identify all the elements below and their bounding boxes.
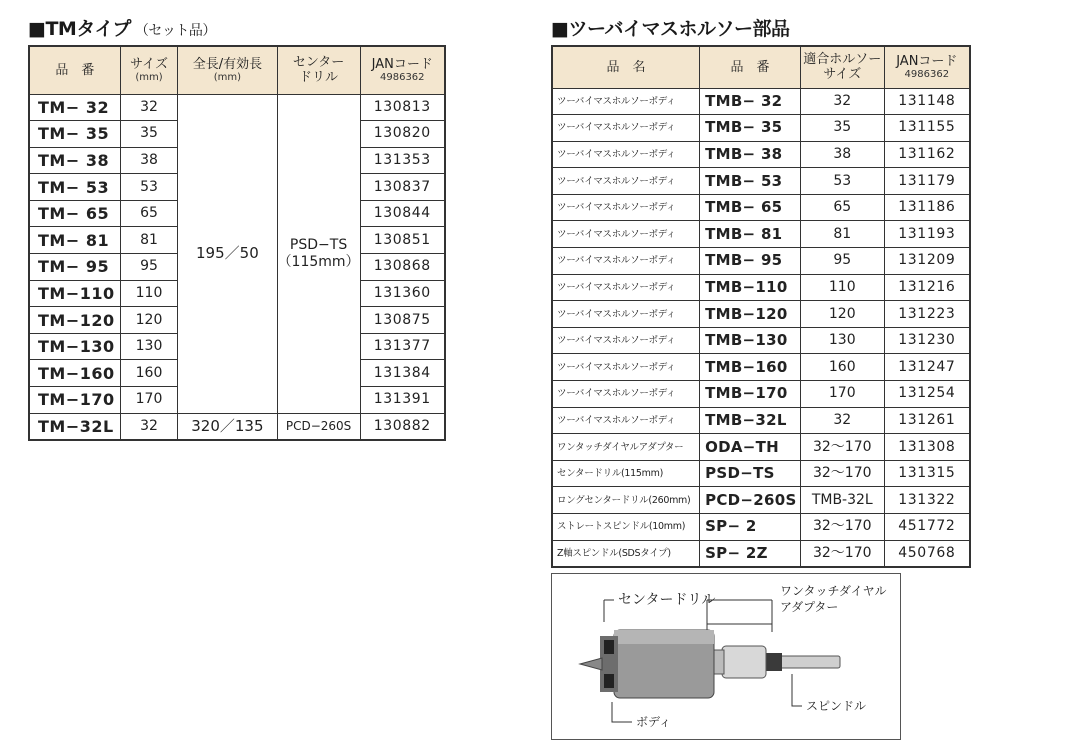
part-code: TMB− 32 [700,88,801,115]
part-code: TMB−160 [700,354,801,381]
label-adapter-line2: アダプター [780,600,839,614]
header-name: 品 名 [552,46,700,88]
fit-size-cell: 32〜170 [800,540,884,567]
parts-table [551,45,971,568]
header-part-no: 品 番 [29,46,120,94]
fit-size-cell: 35 [800,115,884,142]
part-name: ツーバイマスホルソーボディ [552,274,700,301]
part-name: ツーバイマスホルソーボディ [552,168,700,195]
table-row [552,407,970,434]
size-cell: 81 [120,227,177,254]
part-name: ツーバイマスホルソーボディ [552,141,700,168]
part-name: ワンタッチダイヤルアダプター [552,434,700,461]
header-size [120,46,177,94]
part-name: ツーバイマスホルソーボディ [552,354,700,381]
jan-cell: 131391 [360,387,445,414]
part-code: PSD−TS [700,460,801,487]
part-name: ツーバイマスホルソーボディ [552,327,700,354]
part-code: PCD−260S [700,487,801,514]
title-square-icon: ■ [28,18,46,40]
tm-spec-table [28,45,446,441]
jan-cell: 130837 [360,174,445,201]
tm-subtitle: （セット品） [134,23,216,39]
size-cell: 170 [120,387,177,414]
jan-cell: 131308 [884,434,970,461]
length-cell: 320／135 [178,413,277,440]
leader-line-body [612,702,632,722]
table-row [552,141,970,168]
fit-size-cell: 110 [800,274,884,301]
part-code: TM−120 [29,307,120,334]
table-row [29,413,445,440]
parts-title-text: ツーバイマスホルソー部品 [568,18,790,40]
table-row [552,327,970,354]
jan-cell: 450768 [884,540,970,567]
part-code: TMB−110 [700,274,801,301]
header-drill-line1: センター [292,55,345,71]
part-name: センタードリル(115mm) [552,460,700,487]
table-row [552,354,970,381]
part-name: ストレートスピンドル(10mm) [552,514,700,541]
jan-cell: 131162 [884,141,970,168]
part-code: TMB− 53 [700,168,801,195]
jan-cell: 130813 [360,94,445,121]
part-code: TM−160 [29,360,120,387]
table-row [552,301,970,328]
part-code: TM−110 [29,280,120,307]
jan-cell: 131254 [884,381,970,408]
fit-size-cell: 32〜170 [800,460,884,487]
size-cell: 65 [120,200,177,227]
table-row [552,460,970,487]
jan-cell: 131360 [360,280,445,307]
header-jan-prefix: 4986362 [380,72,425,84]
label-body: ボディ [636,715,672,729]
header-length-unit: (mm) [213,72,242,84]
part-name: ロングセンタードリル(260mm) [552,487,700,514]
header-jan-label: JANコード [371,57,433,73]
fit-size-cell: 32〜170 [800,514,884,541]
length-merged-cell: 195／50 [178,94,277,413]
jan-cell: 131179 [884,168,970,195]
spindle-collar [764,653,782,671]
table-header-row [552,46,970,88]
fit-size-cell: 81 [800,221,884,248]
part-code: TMB− 35 [700,115,801,142]
header-fit-size [800,46,884,88]
jan-cell: 131155 [884,115,970,142]
header-length [178,46,277,94]
fit-size-cell: 32〜170 [800,434,884,461]
table-row [552,115,970,142]
drill-cell: PCD−260S [277,413,360,440]
size-cell: 35 [120,121,177,148]
fit-size-cell: 130 [800,327,884,354]
jan-cell: 131223 [884,301,970,328]
part-name: ツーバイマスホルソーボディ [552,381,700,408]
jan-cell: 131230 [884,327,970,354]
jan-cell: 131353 [360,147,445,174]
part-code: SP− 2 [700,514,801,541]
part-code: TM− 81 [29,227,120,254]
header-drill-line2: ドリル [299,70,339,86]
hole-saw-illustration [552,574,902,741]
jan-cell: 130868 [360,254,445,281]
jan-cell: 130844 [360,200,445,227]
title-square-icon: ■ [551,18,569,40]
fit-size-cell: 170 [800,381,884,408]
part-code: TM−170 [29,387,120,414]
fit-size-cell: 53 [800,168,884,195]
jan-cell: 131209 [884,248,970,275]
fit-size-cell: 95 [800,248,884,275]
jan-cell: 131322 [884,487,970,514]
part-code: TM− 53 [29,174,120,201]
size-cell: 110 [120,280,177,307]
jan-cell: 130875 [360,307,445,334]
part-name: ツーバイマスホルソーボディ [552,407,700,434]
header-center-drill [277,46,360,94]
part-code: TMB− 81 [700,221,801,248]
fit-size-cell: 160 [800,354,884,381]
part-name: ツーバイマスホルソーボディ [552,88,700,115]
header-fit-size-line2: サイズ [823,67,862,83]
jan-cell: 130851 [360,227,445,254]
jan-cell: 131193 [884,221,970,248]
drill-merged-line1: PSD−TS [289,236,348,253]
hole-saw-diagram [551,573,901,740]
jan-cell: 131247 [884,354,970,381]
header-size-unit: (mm) [135,72,163,84]
center-drill-tip [580,658,602,670]
part-code: ODA−TH [700,434,801,461]
part-code: TM−32L [29,413,120,440]
saw-body-highlight [614,630,714,644]
tm-section-title [28,14,216,41]
saw-tooth-2 [604,674,614,688]
table-row [552,168,970,195]
part-name: ツーバイマスホルソーボディ [552,221,700,248]
fit-size-cell: TMB-32L [800,487,884,514]
part-code: TMB− 65 [700,194,801,221]
jan-cell: 451772 [884,514,970,541]
label-center-drill: センタードリル [618,592,716,608]
table-row [552,540,970,567]
header-jan [884,46,970,88]
part-code: TMB−32L [700,407,801,434]
size-cell: 95 [120,254,177,281]
label-adapter-line1: ワンタッチダイヤル [780,584,887,598]
header-jan-prefix: 4986362 [904,69,950,81]
size-cell: 160 [120,360,177,387]
part-code: TMB−170 [700,381,801,408]
part-name: Z軸スピンドル(SDSタイプ) [552,540,700,567]
size-cell: 38 [120,147,177,174]
part-name: ツーバイマスホルソーボディ [552,248,700,275]
header-jan-label: JANコード [896,54,958,70]
part-name: ツーバイマスホルソーボディ [552,194,700,221]
header-length-label: 全長/有効長 [192,57,263,73]
part-code: TMB− 95 [700,248,801,275]
fit-size-cell: 38 [800,141,884,168]
size-cell: 32 [120,94,177,121]
table-row [552,514,970,541]
saw-tooth-1 [604,640,614,654]
part-code: TM−130 [29,333,120,360]
table-row [552,221,970,248]
jan-cell: 131315 [884,460,970,487]
fit-size-cell: 65 [800,194,884,221]
table-header-row [29,46,445,94]
part-name: ツーバイマスホルソーボディ [552,115,700,142]
size-cell: 120 [120,307,177,334]
part-code: TMB−120 [700,301,801,328]
table-row [552,434,970,461]
size-cell: 32 [120,413,177,440]
header-jan [360,46,445,94]
jan-cell: 131216 [884,274,970,301]
part-code: TM− 32 [29,94,120,121]
table-row [552,88,970,115]
header-fit-size-line1: 適合ホルソー [803,52,882,68]
drill-merged-line2: （115mm） [277,253,360,270]
spindle-rod [780,656,840,668]
leader-line-spindle [792,674,802,706]
part-code: TM− 95 [29,254,120,281]
size-cell: 53 [120,174,177,201]
table-row [29,94,445,121]
header-size-label: サイズ [130,57,168,73]
table-row [552,487,970,514]
part-name: ツーバイマスホルソーボディ [552,301,700,328]
jan-cell: 131148 [884,88,970,115]
adapter-body [722,646,766,678]
part-code: TMB−130 [700,327,801,354]
jan-cell: 130820 [360,121,445,148]
table-row [552,381,970,408]
tm-title-text: TMタイプ [45,18,131,40]
parts-section-title [551,14,790,41]
jan-cell: 131377 [360,333,445,360]
label-spindle: スピンドル [806,699,867,713]
size-cell: 130 [120,333,177,360]
fit-size-cell: 32 [800,88,884,115]
part-code: TM− 38 [29,147,120,174]
jan-cell: 131261 [884,407,970,434]
jan-cell: 131186 [884,194,970,221]
fit-size-cell: 32 [800,407,884,434]
drill-merged-cell [277,94,360,413]
table-row [552,274,970,301]
jan-cell: 130882 [360,413,445,440]
table-row [552,194,970,221]
part-code: TM− 35 [29,121,120,148]
part-code: TMB− 38 [700,141,801,168]
table-row [552,248,970,275]
fit-size-cell: 120 [800,301,884,328]
header-part-no: 品 番 [700,46,801,88]
part-code: TM− 65 [29,200,120,227]
jan-cell: 131384 [360,360,445,387]
part-code: SP− 2Z [700,540,801,567]
